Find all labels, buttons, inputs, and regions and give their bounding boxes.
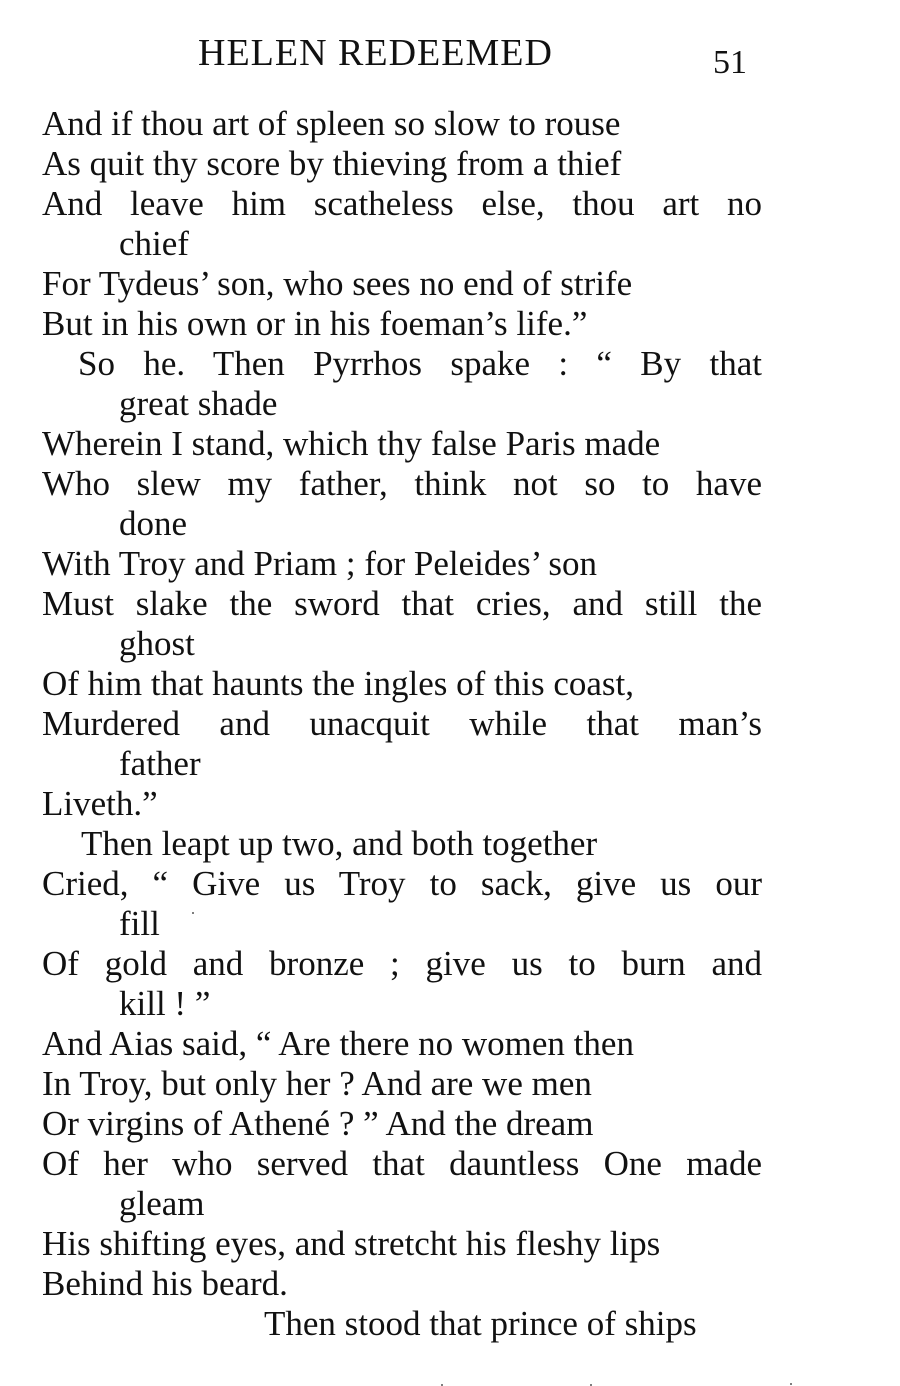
verse-line: With Troy and Priam ; for Peleides’ son — [42, 544, 597, 583]
verse-line: Of gold and bronze ; give us to burn and — [42, 944, 762, 983]
verse-line: Wherein I stand, which thy false Paris made — [42, 424, 661, 463]
verse-line: Or virgins of Athené ? ” And the dream — [42, 1104, 594, 1143]
verse-turnover: father — [119, 744, 201, 783]
verse-turnover: fill — [119, 904, 160, 943]
verse-line: And if thou art of spleen so slow to rouse — [42, 104, 621, 143]
verse-line: Behind his beard. — [42, 1264, 288, 1303]
verse-turnover: great shade — [119, 384, 278, 423]
verse-line: Of her who served that dauntless One made — [42, 1144, 762, 1183]
verse-turnover: kill ! ” — [119, 984, 211, 1023]
verse-line: And Aias said, “ Are there no women then — [42, 1024, 634, 1063]
verse-line: Then stood that prince of ships — [264, 1304, 697, 1343]
running-head: HELEN REDEEMED — [198, 32, 553, 74]
verse-line: But in his own or in his foeman’s life.” — [42, 304, 588, 343]
scan-speckle — [192, 912, 194, 914]
verse-line: Must slake the sword that cries, and still the — [42, 584, 762, 623]
verse-turnover: chief — [119, 224, 189, 263]
verse-line: Who slew my father, think not so to have — [42, 464, 762, 503]
verse-line: Then leapt up two, and both together — [81, 824, 598, 863]
verse-line: For Tydeus’ son, who sees no end of strife — [42, 264, 633, 303]
poem-text — [42, 104, 762, 1344]
verse-line: Murdered and unacquit while that man’s — [42, 704, 762, 743]
verse-turnover: gleam — [119, 1184, 205, 1223]
verse-line: Liveth.” — [42, 784, 158, 823]
verse-turnover: done — [119, 504, 188, 543]
verse-line: And leave him scatheless else, thou art no — [42, 184, 762, 223]
verse-line: So he. Then Pyrrhos spake : “ By that — [78, 344, 762, 383]
verse-turnover: ghost — [119, 624, 195, 663]
verse-line: In Troy, but only her ? And are we men — [42, 1064, 592, 1103]
verse-line: As quit thy score by thieving from a thief — [42, 144, 622, 183]
verse-line: Of him that haunts the ingles of this coast, — [42, 664, 634, 703]
page-number: 51 — [713, 44, 747, 81]
verse-line: His shifting eyes, and stretcht his fleshy lips — [42, 1224, 661, 1263]
verse-line: Cried, “ Give us Troy to sack, give us our — [42, 864, 762, 903]
